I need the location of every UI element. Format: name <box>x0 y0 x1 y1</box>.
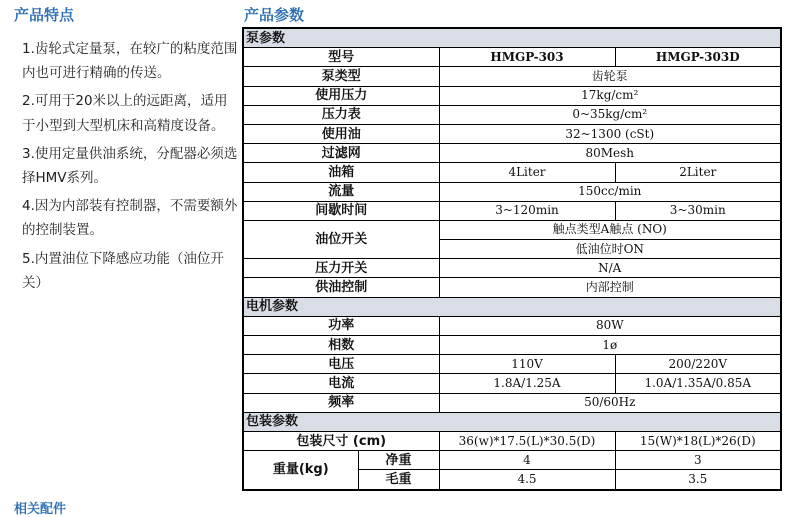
table-row <box>243 374 781 393</box>
section-row-motor <box>243 297 781 316</box>
gross-weight-a: 4.5 <box>439 470 615 490</box>
table-row <box>243 393 781 412</box>
current-b: 1.0A/1.35A/0.85A <box>615 374 781 393</box>
interval-b: 3~30min <box>615 201 781 220</box>
table-row <box>243 144 781 163</box>
weight-label: 重量(kg) <box>243 451 358 490</box>
row-label: 电流 <box>243 374 439 393</box>
feature-list <box>22 37 240 299</box>
row-label: 泵类型 <box>243 67 439 86</box>
row-label: 流量 <box>243 182 439 201</box>
spec-table <box>242 27 782 491</box>
table-row <box>243 451 781 470</box>
row-label: 油位开关 <box>243 220 439 258</box>
gross-weight-label: 毛重 <box>358 470 439 490</box>
row-value: 内部控制 <box>439 278 781 297</box>
features-heading: 产品特点 <box>14 6 75 24</box>
row-value: 齿轮泵 <box>439 67 781 86</box>
table-row <box>243 124 781 143</box>
table-row <box>243 355 781 374</box>
table-row <box>243 220 781 239</box>
row-label: 相数 <box>243 336 439 355</box>
level-switch-state: 低油位时ON <box>439 240 781 259</box>
row-label: 包装尺寸 (cm) <box>243 431 439 450</box>
feature-item: 1.齿轮式定量泵，在较广的粘度范围内也可进行精确的传送。 <box>22 41 238 82</box>
row-label: 频率 <box>243 393 439 412</box>
row-label: 使用压力 <box>243 86 439 105</box>
voltage-b: 200/220V <box>615 355 781 374</box>
row-value: 50/60Hz <box>439 393 781 412</box>
row-label: 压力表 <box>243 105 439 124</box>
row-value: 17kg/cm² <box>439 86 781 105</box>
net-weight-a: 4 <box>439 451 615 470</box>
row-label: 供油控制 <box>243 278 439 297</box>
row-label: 过滤网 <box>243 144 439 163</box>
level-switch-contact: 触点类型A触点 (NO) <box>439 220 781 239</box>
accessories-heading: 相关配件 <box>14 502 67 517</box>
current-a: 1.8A/1.25A <box>439 374 615 393</box>
interval-a: 3~120min <box>439 201 615 220</box>
section-pump: 泵参数 <box>243 28 781 48</box>
gross-weight-b: 3.5 <box>615 470 781 490</box>
row-label: 功率 <box>243 316 439 335</box>
feature-item: 2.可用于20米以上的远距离，适用于小型到大型机床和高精度设备。 <box>22 93 228 134</box>
row-value: 32~1300 (cSt) <box>439 124 781 143</box>
table-row <box>243 48 781 67</box>
table-row <box>243 201 781 220</box>
row-label: 电压 <box>243 355 439 374</box>
params-heading: 产品参数 <box>244 6 305 24</box>
feature-item: 3.使用定量供油系统，分配器必须选择HMV系列。 <box>22 145 238 187</box>
row-value: 80W <box>439 316 781 335</box>
tank-a: 4Liter <box>439 163 615 182</box>
row-label: 型号 <box>243 48 439 67</box>
tank-b: 2Liter <box>615 163 781 182</box>
table-row <box>243 316 781 335</box>
model-a: HMGP-303 <box>439 48 615 67</box>
row-value: 0~35kg/cm² <box>439 105 781 124</box>
table-row <box>243 67 781 86</box>
table-row <box>243 105 781 124</box>
net-weight-b: 3 <box>615 451 781 470</box>
section-row-pump <box>243 28 781 48</box>
table-row <box>243 431 781 450</box>
table-row <box>243 336 781 355</box>
feature-item: 5.内置油位下降感应功能（油位开关） <box>22 250 224 291</box>
feature-item: 4.因为内部装有控制器，不需要额外的控制装置。 <box>22 198 238 239</box>
voltage-a: 110V <box>439 355 615 374</box>
row-label: 压力开关 <box>243 259 439 278</box>
table-row <box>243 86 781 105</box>
row-label: 间歇时间 <box>243 201 439 220</box>
table-row <box>243 278 781 297</box>
table-row <box>243 182 781 201</box>
row-value: 80Mesh <box>439 144 781 163</box>
pkg-size-a: 36(w)*17.5(L)*30.5(D) <box>439 431 615 450</box>
row-label: 使用油 <box>243 124 439 143</box>
section-package: 包装参数 <box>243 412 781 431</box>
row-value: N/A <box>439 259 781 278</box>
section-row-package <box>243 412 781 431</box>
row-label: 油箱 <box>243 163 439 182</box>
model-b: HMGP-303D <box>615 48 781 67</box>
row-value: 150cc/min <box>439 182 781 201</box>
section-motor: 电机参数 <box>243 297 781 316</box>
row-value: 1ø <box>439 336 781 355</box>
net-weight-label: 净重 <box>358 451 439 470</box>
table-row <box>243 259 781 278</box>
pkg-size-b: 15(W)*18(L)*26(D) <box>615 431 781 450</box>
table-row <box>243 163 781 182</box>
